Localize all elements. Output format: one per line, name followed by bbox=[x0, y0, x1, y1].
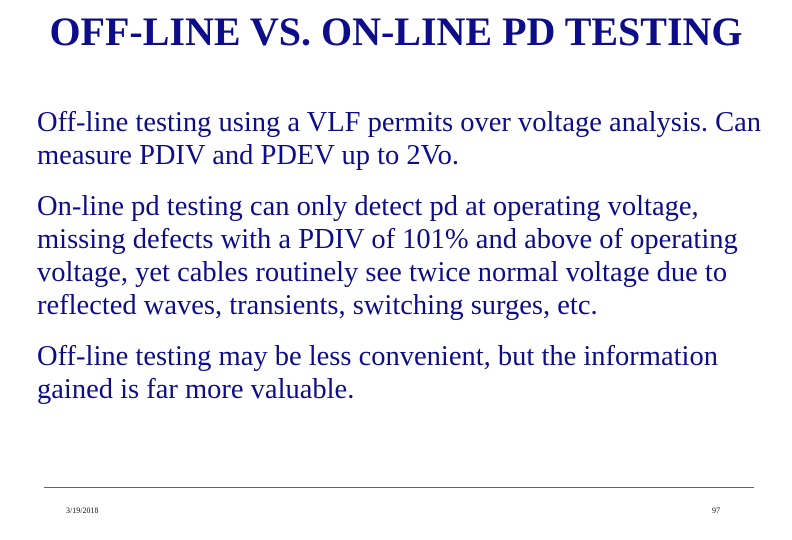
footer-page-number: 97 bbox=[712, 506, 720, 515]
paragraph-offline-vlf: Off-line testing using a VLF permits over voltage analysis. Can measure PDIV and PDEV up to 2Vo. bbox=[37, 107, 761, 171]
slide-title: OFF-LINE VS. ON-LINE PD TESTING bbox=[49, 9, 743, 54]
slide-body bbox=[37, 106, 782, 406]
footer-divider bbox=[44, 487, 754, 488]
paragraph-conclusion: Off-line testing may be less convenient, but the information gained is far more valuable. bbox=[37, 341, 718, 405]
footer-date: 3/19/2018 bbox=[66, 506, 99, 515]
paragraph-online-limitations: On-line pd testing can only detect pd at operating voltage, missing defects with a PDIV of 101% and above of operating voltage, yet cables routinely see twice normal voltage due to reflected waves, transients, switching surges, etc. bbox=[37, 191, 738, 321]
